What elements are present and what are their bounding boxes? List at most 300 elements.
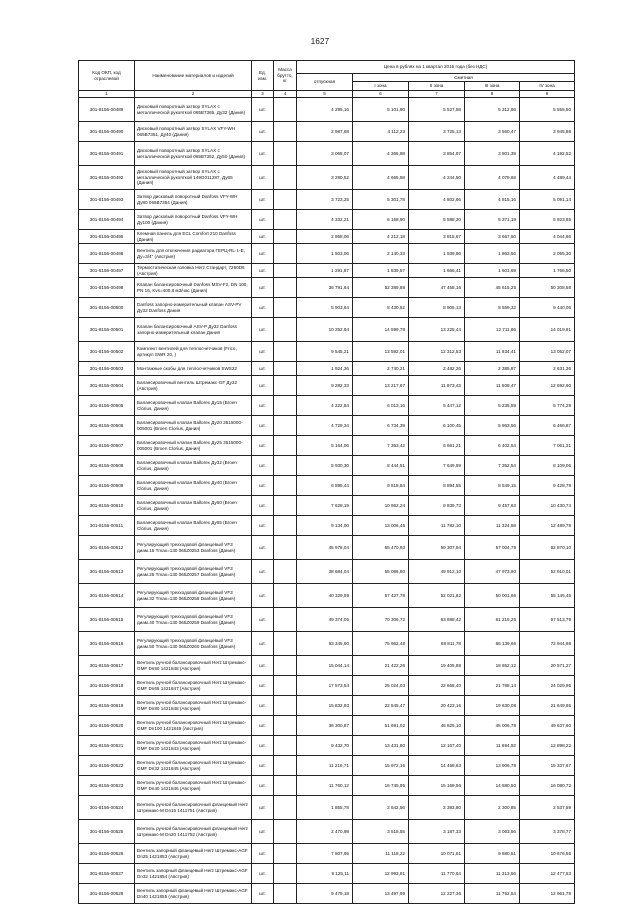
cell-zone-1-price: 5 101,90 <box>353 98 409 122</box>
cell-mass <box>274 342 297 362</box>
cell-mass <box>274 278 297 298</box>
cell-mass <box>274 436 297 456</box>
cell-code: 301-8156-00504 <box>79 376 135 396</box>
cell-code: 301-8156-00515 <box>79 608 135 632</box>
cell-zone-4-price: 6 466,87 <box>520 416 575 436</box>
cell-unit: шт. <box>252 98 274 122</box>
cell-name: Вентиль ручной балансировочный Herz Штремакс-GMF Dn100 1421849 (Австрия) <box>135 716 252 736</box>
cell-zone-3-price: 4 079,68 <box>465 166 520 190</box>
cell-mass <box>274 736 297 756</box>
cell-unit: шт. <box>252 716 274 736</box>
cell-release-price: 40 329,59 <box>297 584 353 608</box>
cell-zone-1-price: 6 013,16 <box>353 396 409 416</box>
cell-zone-1-price: 21 422,26 <box>353 656 409 676</box>
cell-code: 301-8156-00493 <box>79 190 135 210</box>
cell-code: 301-8156-00501 <box>79 318 135 342</box>
cell-zone-1-price: 70 306,72 <box>353 608 409 632</box>
cell-mass <box>274 496 297 516</box>
cell-release-price: 2 470,98 <box>297 820 353 844</box>
cell-mass <box>274 656 297 676</box>
cell-zone-1-price: 22 545,47 <box>353 696 409 716</box>
cell-code: 301-8156-00494 <box>79 210 135 230</box>
cell-name: Вентиль для отключения радиатора ГЕРЦ-RL-1-Е, Ду=3/4" (Австрия) <box>135 244 252 264</box>
cell-zone-4-price: 12 898,22 <box>520 736 575 756</box>
cell-release-price: 5 930,30 <box>297 456 353 476</box>
cell-zone-4-price: 12 489,78 <box>520 516 575 536</box>
cell-unit: шт. <box>252 362 274 376</box>
cell-mass <box>274 716 297 736</box>
header-code: Код ОКП, код отраслевой <box>79 61 135 91</box>
cell-zone-3-price: 9 457,63 <box>465 496 520 516</box>
cell-zone-3-price: 11 508,47 <box>465 376 520 396</box>
cell-name: Вентиль запорный фланцевый Herz Штремакс-AGF Dn40 1421855 (Австрия) <box>135 884 252 904</box>
cell-unit: шт. <box>252 456 274 476</box>
cell-zone-1-price: 15 972,16 <box>353 756 409 776</box>
cell-unit: шт. <box>252 516 274 536</box>
table-row <box>79 190 575 210</box>
cell-zone-3-price: 9 680,51 <box>465 844 520 864</box>
cell-code: 301-8156-00489 <box>79 98 135 122</box>
cell-unit: шт. <box>252 416 274 436</box>
cell-release-price: 4 332,21 <box>297 210 353 230</box>
cell-zone-1-price: 14 599,78 <box>353 318 409 342</box>
cell-release-price: 5 903,64 <box>297 298 353 318</box>
cell-code: 301-8156-00524 <box>79 796 135 820</box>
cell-zone-1-price: 2 642,56 <box>353 796 409 820</box>
cell-zone-1-price: 6 734,39 <box>353 416 409 436</box>
table-row <box>79 536 575 560</box>
cell-code: 301-8156-00503 <box>79 362 135 376</box>
cell-unit: шт. <box>252 884 274 904</box>
cell-zone-4-price: 4 489,44 <box>520 166 575 190</box>
cell-unit: шт. <box>252 230 274 244</box>
cell-release-price: 15 832,93 <box>297 696 353 716</box>
cell-unit: шт. <box>252 864 274 884</box>
cell-zone-4-price: 9 440,06 <box>520 298 575 318</box>
cell-zone-2-price: 12 312,53 <box>409 342 465 362</box>
cell-zone-2-price: 47 458,16 <box>409 278 465 298</box>
cell-zone-3-price: 11 324,58 <box>465 516 520 536</box>
header-release: отпускная <box>297 74 353 91</box>
header-zone-2: II зона <box>409 82 465 91</box>
cell-zone-2-price: 19 405,88 <box>409 656 465 676</box>
cell-unit: шт. <box>252 844 274 864</box>
cell-zone-3-price: 8 559,32 <box>465 298 520 318</box>
cell-release-price: 1 855,78 <box>297 796 353 820</box>
table-row <box>79 122 575 142</box>
cell-zone-3-price: 11 694,92 <box>465 736 520 756</box>
cell-zone-2-price: 1 666,41 <box>409 264 465 278</box>
cell-unit: шт. <box>252 190 274 210</box>
cell-name: Балансировочный клапан Ballorex Ду20 3515000-005001 (Broen Clorius, Дания) <box>135 416 252 436</box>
cell-zone-4-price: 12 477,53 <box>520 864 575 884</box>
cell-unit: шт. <box>252 476 274 496</box>
cell-zone-4-price: 13 052,07 <box>520 342 575 362</box>
cell-zone-1-price: 13 431,80 <box>353 736 409 756</box>
cell-release-price: 36 791,64 <box>297 278 353 298</box>
cell-zone-1-price: 1 839,57 <box>353 264 409 278</box>
cell-zone-4-price: 2 631,36 <box>520 362 575 376</box>
cell-mass <box>274 142 297 166</box>
cell-name: Регулирующий трехходовой фланцевый VF3 диам.32 Tmax=130 065Z0258 Danfoss (Дания) <box>135 584 252 608</box>
cell-zone-2-price: 14 468,63 <box>409 756 465 776</box>
cell-release-price: 9 282,33 <box>297 376 353 396</box>
cell-zone-2-price: 15 169,56 <box>409 776 465 796</box>
cell-name: Вентиль ручной балансировочный фланцевый Herz Штремакс-M Dn20 1411752 (Австрия) <box>135 820 252 844</box>
cell-name: Danfoss запорно-измерительный клапан ASV-PV Ду32 Danfoss Дания <box>135 298 252 318</box>
cell-mass <box>274 210 297 230</box>
cell-mass <box>274 756 297 776</box>
cell-code: 301-8156-00520 <box>79 716 135 736</box>
cell-name: Вентиль ручной балансировочный Herz Штремакс-GMF Dn40 1421846 (Австрия) <box>135 776 252 796</box>
cell-name: Дисковый поворотный затвор SYLAX с металлической рукояткой 065B7352, Ду50 (Дания) <box>135 142 252 166</box>
cell-code: 301-8156-00492 <box>79 166 135 190</box>
cell-mass <box>274 884 297 904</box>
col-number: 4 <box>274 91 297 98</box>
cell-zone-3-price: 18 652,12 <box>465 656 520 676</box>
col-number: 8 <box>465 91 520 98</box>
cell-zone-2-price: 8 905,13 <box>409 298 465 318</box>
cell-zone-3-price: 2 385,87 <box>465 362 520 376</box>
header-price-group: Цена в рублях на 1 квартал 2016 года (без НДС) <box>297 61 575 74</box>
cell-code: 301-8156-00522 <box>79 756 135 776</box>
cell-zone-1-price: 52 389,88 <box>353 278 409 298</box>
cell-zone-2-price: 52 021,82 <box>409 584 465 608</box>
cell-zone-4-price: 3 945,88 <box>520 122 575 142</box>
cell-zone-3-price: 19 630,08 <box>465 696 520 716</box>
table-row <box>79 656 575 676</box>
cell-code: 301-8156-00502 <box>79 342 135 362</box>
table-row <box>79 696 575 716</box>
header-zone-3: III зона <box>465 82 520 91</box>
cell-zone-4-price: 3 378,77 <box>520 820 575 844</box>
cell-zone-4-price: 1 766,50 <box>520 264 575 278</box>
cell-mass <box>274 696 297 716</box>
cell-zone-2-price: 2 393,80 <box>409 796 465 820</box>
cell-zone-2-price: 49 912,10 <box>409 560 465 584</box>
cell-name: Регулирующий трехходовой фланцевый VF3 диам.25 Tmax=130 065Z0257 Danfoss (Дания) <box>135 560 252 584</box>
cell-zone-4-price: 4 192,52 <box>520 142 575 166</box>
cell-zone-3-price: 5 371,19 <box>465 210 520 230</box>
cell-name: Клапан балансировочный Danfoss MSV-F2, DN 100, PN 16, Kvs=400,8 м3/час (Дания) <box>135 278 252 298</box>
table-row <box>79 676 575 696</box>
cell-zone-4-price: 10 430,74 <box>520 496 575 516</box>
cell-zone-4-price: 20 571,27 <box>520 656 575 676</box>
cell-zone-4-price: 49 637,60 <box>520 716 575 736</box>
cell-zone-1-price: 7 353,42 <box>353 436 409 456</box>
cell-zone-3-price: 50 001,66 <box>465 584 520 608</box>
cell-release-price: 2 958,06 <box>297 230 353 244</box>
cell-mass <box>274 844 297 864</box>
cell-name: Балансировочный клапан Ballorex Ду65 (Broen Clorius, Дания) <box>135 516 252 536</box>
cell-name: Дисковый поворотный затвор SYLAX с металлической рукояткой 149G011287, Ду65 (Дания) <box>135 166 252 190</box>
cell-zone-2-price: 3 854,97 <box>409 142 465 166</box>
cell-unit: шт. <box>252 776 274 796</box>
cell-mass <box>274 298 297 318</box>
cell-zone-4-price: 5 923,85 <box>520 210 575 230</box>
cell-zone-3-price: 11 834,41 <box>465 342 520 362</box>
cell-zone-1-price: 3 518,55 <box>353 820 409 844</box>
cell-release-price: 36 300,87 <box>297 716 353 736</box>
cell-unit: шт. <box>252 318 274 342</box>
cell-unit: шт. <box>252 560 274 584</box>
table-header <box>79 61 575 98</box>
cell-unit: шт. <box>252 376 274 396</box>
cell-release-price: 17 573,54 <box>297 676 353 696</box>
cell-code: 301-8156-00511 <box>79 516 135 536</box>
table-row <box>79 142 575 166</box>
cell-zone-1-price: 4 112,23 <box>353 122 409 142</box>
cell-zone-3-price: 5 863,56 <box>465 416 520 436</box>
cell-name: Термостатическая головка Herz Стандарт, 7260D6 (Австрия) <box>135 264 252 278</box>
table-row <box>79 166 575 190</box>
cell-unit: шт. <box>252 298 274 318</box>
cell-zone-2-price: 5 588,20 <box>409 210 465 230</box>
header-estimate-group: Сметная <box>353 74 575 82</box>
cell-zone-2-price: 11 973,43 <box>409 376 465 396</box>
cell-mass <box>274 122 297 142</box>
cell-zone-1-price: 16 745,95 <box>353 776 409 796</box>
cell-code: 301-8156-00526 <box>79 844 135 864</box>
cell-release-price: 1 503,06 <box>297 244 353 264</box>
cell-name: Балансировочный клапан Ballorex Ду15 (Broen Clorius, Дания) <box>135 396 252 416</box>
header-zone-4: IV зона <box>520 82 575 91</box>
cell-code: 301-8156-00516 <box>79 632 135 656</box>
cell-release-price: 53 345,90 <box>297 632 353 656</box>
cell-name: Балансировочный вентиль Штремакс-GF Ду32 (Австрия) <box>135 376 252 396</box>
cell-release-price: 15 044,14 <box>297 656 353 676</box>
cell-unit: шт. <box>252 820 274 844</box>
header-mass: Масса брутто, кг <box>274 61 297 91</box>
cell-mass <box>274 456 297 476</box>
cell-zone-3-price: 1 863,56 <box>465 244 520 264</box>
table-body <box>79 98 575 904</box>
cell-zone-4-price: 50 308,58 <box>520 278 575 298</box>
table-row <box>79 376 575 396</box>
table-row <box>79 844 575 864</box>
cell-zone-2-price: 3 725,13 <box>409 122 465 142</box>
cell-name: Балансировочный клапан Ballorex Ду25 3515000-005001 (Broen Clorius, Дания) <box>135 436 252 456</box>
cell-unit: шт. <box>252 736 274 756</box>
cell-zone-4-price: 12 692,60 <box>520 376 575 396</box>
cell-zone-4-price: 12 961,78 <box>520 884 575 904</box>
cell-code: 301-8156-00512 <box>79 536 135 560</box>
cell-zone-4-price: 67 513,79 <box>520 608 575 632</box>
cell-release-price: 9 479,18 <box>297 884 353 904</box>
table-row <box>79 476 575 496</box>
cell-unit: шт. <box>252 264 274 278</box>
cell-mass <box>274 536 297 560</box>
header-unit: Ед. изм. <box>252 61 274 91</box>
cell-zone-2-price: 2 482,26 <box>409 362 465 376</box>
table-row <box>79 864 575 884</box>
cell-mass <box>274 560 297 584</box>
cell-zone-4-price: 55 145,45 <box>520 584 575 608</box>
cell-zone-4-price: 5 774,29 <box>520 396 575 416</box>
cell-code: 301-8156-00513 <box>79 560 135 584</box>
table-row <box>79 298 575 318</box>
cell-zone-2-price: 12 167,40 <box>409 736 465 756</box>
cell-zone-3-price: 45 006,78 <box>465 716 520 736</box>
table-row <box>79 436 575 456</box>
table-row <box>79 278 575 298</box>
cell-code: 301-8156-00527 <box>79 864 135 884</box>
cell-code: 301-8156-00521 <box>79 736 135 756</box>
cell-zone-3-price: 12 711,86 <box>465 318 520 342</box>
cell-unit: шт. <box>252 796 274 820</box>
cell-zone-2-price: 7 649,59 <box>409 456 465 476</box>
cell-code: 301-8156-00523 <box>79 776 135 796</box>
cell-zone-2-price: 6 661,21 <box>409 436 465 456</box>
cell-name: Балансировочный клапан Ballorex Ду40 (Broen Clorius, Дания) <box>135 476 252 496</box>
cell-code: 301-8156-00491 <box>79 142 135 166</box>
cell-unit: шт. <box>252 278 274 298</box>
cell-mass <box>274 230 297 244</box>
cell-release-price: 3 723,25 <box>297 190 353 210</box>
cell-zone-3-price: 3 063,56 <box>465 820 520 844</box>
cell-mass <box>274 166 297 190</box>
cell-mass <box>274 608 297 632</box>
cell-zone-1-price: 8 430,52 <box>353 298 409 318</box>
cell-mass <box>274 244 297 264</box>
cell-unit: шт. <box>252 632 274 656</box>
cell-code: 301-8156-00518 <box>79 676 135 696</box>
cell-name: Дисковый поворотный затвор SYLAX с металлической рукояткой 065B7365, Ду32 (Дания) <box>135 98 252 122</box>
cell-name: Клемная панель для ECL Comfort 210 Danfoss (Дания) <box>135 230 252 244</box>
cell-zone-3-price: 47 973,90 <box>465 560 520 584</box>
cell-zone-1-price: 6 168,90 <box>353 210 409 230</box>
cell-unit: шт. <box>252 656 274 676</box>
cell-zone-1-price: 57 427,78 <box>353 584 409 608</box>
cell-unit: шт. <box>252 436 274 456</box>
cell-name: Затвор дисковый поворотный Danfoss VFY-WH Ду100 (Дания) <box>135 210 252 230</box>
cell-name: Регулирующий трехходовой фланцевый VF3 диам.50 Tmax=130 065Z0260 Danfoss (Дания) <box>135 632 252 656</box>
cell-zone-4-price: 10 676,56 <box>520 844 575 864</box>
page-number: 1627 <box>310 37 330 46</box>
cell-mass <box>274 476 297 496</box>
cell-release-price: 1 924,36 <box>297 362 353 376</box>
cell-release-price: 3 068,07 <box>297 142 353 166</box>
cell-zone-2-price: 6 100,45 <box>409 416 465 436</box>
cell-zone-2-price: 46 825,10 <box>409 716 465 736</box>
cell-zone-3-price: 3 801,39 <box>465 142 520 166</box>
cell-zone-2-price: 8 894,55 <box>409 476 465 496</box>
cell-code: 301-8156-00500 <box>79 298 135 318</box>
cell-zone-4-price: 15 337,67 <box>520 756 575 776</box>
cell-code: 301-8156-00514 <box>79 584 135 608</box>
cell-zone-3-price: 11 752,54 <box>465 884 520 904</box>
cell-zone-3-price: 11 313,56 <box>465 864 520 884</box>
cell-zone-3-price: 7 352,54 <box>465 456 520 476</box>
cell-unit: шт. <box>252 536 274 560</box>
cell-release-price: 11 216,71 <box>297 756 353 776</box>
cell-release-price: 6 895,44 <box>297 476 353 496</box>
cell-release-price: 11 760,12 <box>297 776 353 796</box>
cell-zone-3-price: 1 601,69 <box>465 264 520 278</box>
cell-zone-2-price: 11 782,10 <box>409 516 465 536</box>
cell-zone-1-price: 2 140,33 <box>353 244 409 264</box>
cell-code: 301-8156-00495 <box>79 230 135 244</box>
cell-name: Балансировочный клапан Ballorex Ду32 (Broen Clorius, Дания) <box>135 456 252 476</box>
cell-name: Клапан балансировочный ASV-P Ду32 Danfoss запорно-измерительный клапан Дания <box>135 318 252 342</box>
table-row <box>79 210 575 230</box>
cell-mass <box>274 416 297 436</box>
col-number: 1 <box>79 91 135 98</box>
cell-release-price: 2 987,68 <box>297 122 353 142</box>
cell-code: 301-8156-00517 <box>79 656 135 676</box>
cell-mass <box>274 318 297 342</box>
cell-zone-3-price: 14 580,50 <box>465 776 520 796</box>
cell-code: 301-8156-00510 <box>79 496 135 516</box>
cell-zone-3-price: 66 139,66 <box>465 632 520 656</box>
cell-code: 301-8156-00519 <box>79 696 135 716</box>
cell-unit: шт. <box>252 396 274 416</box>
cell-zone-3-price: 5 235,59 <box>465 396 520 416</box>
cell-release-price: 7 628,19 <box>297 496 353 516</box>
cell-zone-1-price: 11 118,22 <box>353 844 409 864</box>
cell-name: Балансировочный клапан Ballorex Ду50 (Broen Clorius, Дания) <box>135 496 252 516</box>
cell-mass <box>274 376 297 396</box>
table-row <box>79 560 575 584</box>
cell-zone-3-price: 3 667,50 <box>465 230 520 244</box>
cell-zone-1-price: 4 365,98 <box>353 142 409 166</box>
table-row <box>79 796 575 820</box>
cell-zone-4-price: 24 029,95 <box>520 676 575 696</box>
cell-unit: шт. <box>252 496 274 516</box>
cell-mass <box>274 264 297 278</box>
table-row <box>79 318 575 342</box>
cell-release-price: 45 978,04 <box>297 536 353 560</box>
cell-unit: шт. <box>252 122 274 142</box>
header-name: Наименование материалов и изделий <box>135 61 252 91</box>
cell-code: 301-8156-00496 <box>79 244 135 264</box>
cell-code: 301-8156-00507 <box>79 436 135 456</box>
cell-zone-4-price: 21 649,86 <box>520 696 575 716</box>
cell-unit: шт. <box>252 166 274 190</box>
table-row <box>79 516 575 536</box>
cell-zone-1-price: 75 962,48 <box>353 632 409 656</box>
col-number: 2 <box>135 91 252 98</box>
cell-mass <box>274 632 297 656</box>
cell-zone-4-price: 72 944,88 <box>520 632 575 656</box>
cell-release-price: 9 134,00 <box>297 516 353 536</box>
cell-release-price: 9 125,11 <box>297 864 353 884</box>
cell-zone-1-price: 4 212,18 <box>353 230 409 244</box>
cell-zone-1-price: 13 217,67 <box>353 376 409 396</box>
cell-zone-3-price: 3 560,47 <box>465 122 520 142</box>
cell-mass <box>274 190 297 210</box>
table-row <box>79 244 575 264</box>
cell-name: Затвор дисковый поворотный Danfoss VFY-WH Ду80 065B7354 (Дания) <box>135 190 252 210</box>
cell-zone-2-price: 3 815,67 <box>409 230 465 244</box>
cell-code: 301-8156-00508 <box>79 456 135 476</box>
cell-zone-1-price: 8 444,51 <box>353 456 409 476</box>
table-row <box>79 456 575 476</box>
cell-release-price: 38 684,04 <box>297 560 353 584</box>
table-row <box>79 756 575 776</box>
cell-zone-1-price: 13 497,99 <box>353 884 409 904</box>
cell-zone-4-price: 2 055,30 <box>520 244 575 264</box>
cell-mass <box>274 98 297 122</box>
cell-mass <box>274 516 297 536</box>
cell-code: 301-8156-00525 <box>79 820 135 844</box>
col-number: 3 <box>252 91 274 98</box>
cell-name: Дисковый поворотный затвор SYLAX VFY-WH 065B7351, Ду40 (Дания) <box>135 122 252 142</box>
cell-zone-2-price: 5 527,58 <box>409 98 465 122</box>
table-row <box>79 230 575 244</box>
cell-zone-2-price: 3 187,33 <box>409 820 465 844</box>
table-row <box>79 608 575 632</box>
